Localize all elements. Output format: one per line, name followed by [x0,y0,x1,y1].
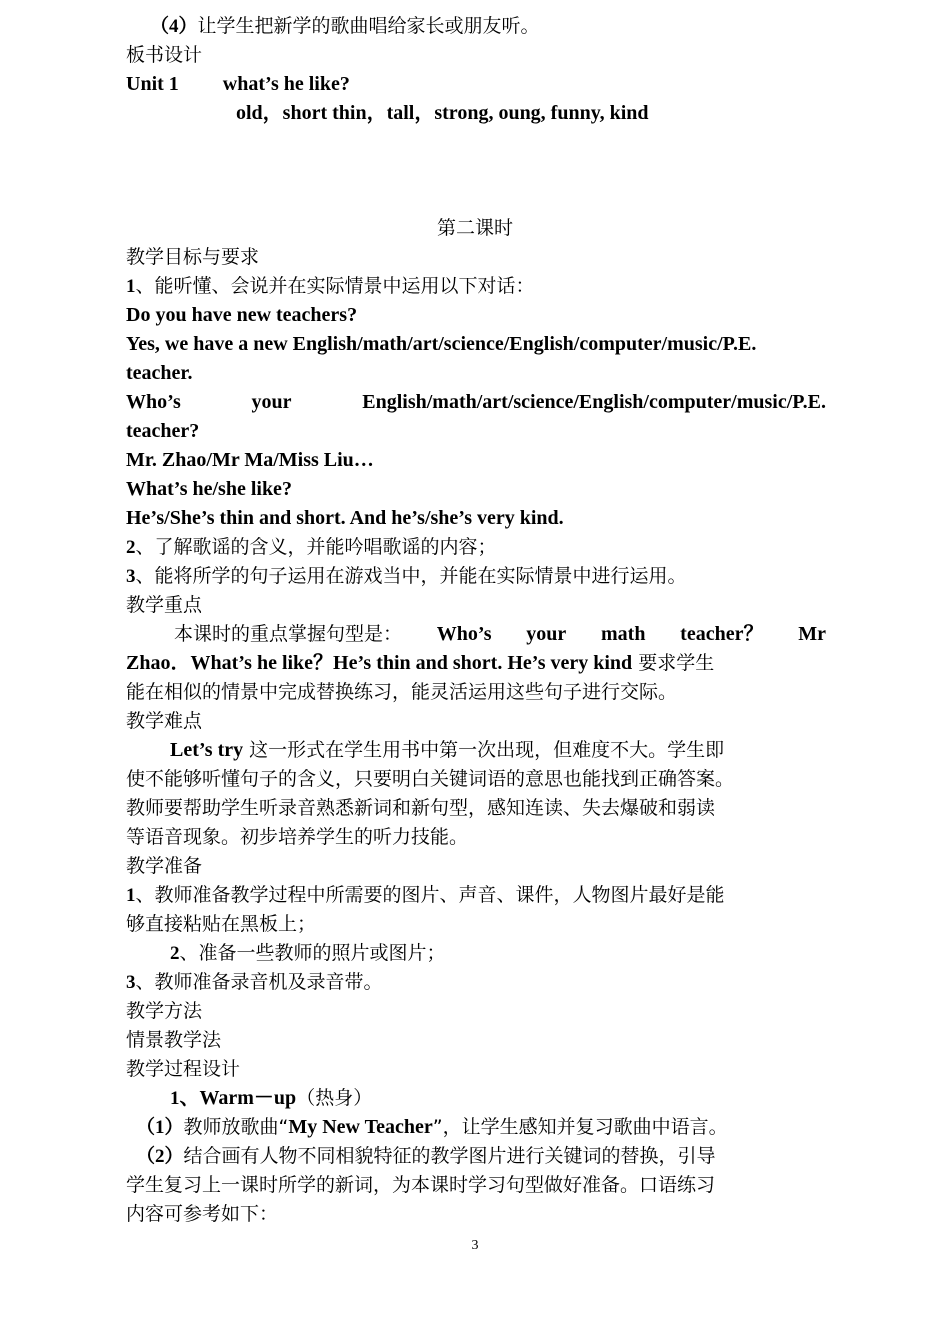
item-4 [150,12,540,41]
key-line-1-word: math [601,623,646,645]
dialogue-line-3-word: English/math/art/science/English/computer/music/P.E. [362,391,826,413]
key-line-1-word: teacher？ [680,623,764,645]
key-line-1-word: Who’s [436,623,492,645]
prep-2-num: 2 [170,943,180,964]
preparation-heading: 教学准备 [126,855,203,877]
prep-3-text: 、教师准备录音机及录音带。 [135,971,383,993]
prep-1-num: 1 [126,885,136,906]
item-1-song-title: My New Teacher [288,1116,433,1138]
item-4-text: 让学生把新学的歌曲唱给家长或朋友听。 [197,15,540,37]
dialogue-line-4: Mr. Zhao/Mr Ma/Miss Liu… [126,449,374,471]
item-2-text: 结合画有人物不同相貌特征的教学图片进行关键词的替换，引导 [183,1145,716,1167]
step-1-text: （热身） [296,1087,373,1109]
step-1 [170,1084,372,1113]
dialogue-line-1: Do you have new teachers? [126,304,358,326]
dialogue-line-2b: teacher. [126,362,193,384]
step-1-item-2b: 学生复习上一课时所学的新词，为本课时学习句型做好准备。口语练习 [126,1174,716,1196]
key-paragraph-line-2 [126,649,714,678]
item-1-text: ”，让学生感知并复习歌曲中语言。 [432,1116,728,1138]
goal-3-num: 3 [126,566,136,587]
dialogue-line-3 [126,388,826,417]
key-line-1-word: your [526,623,567,645]
item-4-num: （4） [150,16,198,37]
difficulty-line-3: 教师要帮助学生听录音熟悉新词和新句型，感知连读、失去爆破和弱读 [126,797,716,819]
goal-1 [126,272,535,301]
goals-heading: 教学目标与要求 [126,246,260,268]
lesson-title: 第二课时 [436,217,513,239]
process-heading: 教学过程设计 [126,1058,241,1080]
step-1-item-2 [136,1142,716,1171]
key-paragraph-line-3: 能在相似的情景中完成替换练习，能灵活运用这些句子进行交际。 [126,681,678,703]
prep-1-text: 、教师准备教学过程中所需要的图片、声音、课件，人物图片最好是能 [135,884,725,906]
difficulty-line-1-text: 这一形式在学生用书中第一次出现，但难度不大。学生即 [243,739,725,761]
dialogue-line-2: Yes, we have a new English/math/art/science/English/computer/music/P.E. [126,333,757,355]
item-1-num: （1） [136,1117,184,1138]
prep-3 [126,968,383,997]
dialogue-line-3-word: Who’s [126,391,181,413]
goal-2 [126,533,497,562]
dialogue-line-3-word: your [251,391,292,413]
goal-2-num: 2 [126,537,136,558]
goal-2-text: 、了解歌谣的含义，并能吟唱歌谣的内容； [135,536,497,558]
goal-3 [126,562,687,591]
difficulty-line-1-english: Let’s try [170,739,244,761]
key-heading: 教学重点 [126,594,203,616]
item-1-text: 教师放歌曲“ [183,1116,289,1138]
difficulty-line-4: 等语音现象。初步培养学生的听力技能。 [126,826,469,848]
dialogue-line-6: He’s/She’s thin and short. And he’s/she’s very kind. [126,507,564,529]
step-1-item-2c: 内容可参考如下： [126,1203,279,1225]
difficulty-line-1 [170,736,724,765]
dialogue-line-5: What’s he/she like? [126,478,292,500]
step-1-num: 1 [170,1088,180,1109]
prep-2-text: 、准备一些教师的照片或图片； [179,942,446,964]
step-1-english: 、Warm－up [179,1087,297,1109]
prep-3-num: 3 [126,972,136,993]
unit-title: what’s he like? [222,73,350,95]
goal-1-num: 1 [126,276,136,297]
goal-1-text: 、能听懂、会说并在实际情景中运用以下对话： [135,275,535,297]
step-1-item-1 [136,1113,728,1142]
board-heading: 板书设计 [126,44,203,66]
key-paragraph-line-1 [126,620,826,649]
key-line-2-text: 要求学生 [632,652,715,674]
unit-line [126,70,350,99]
board-words: old，short thin，tall，strong, oung, funny, kind [236,102,649,124]
prep-1b: 够直接粘贴在黑板上； [126,913,317,935]
unit-label: Unit 1 [126,73,179,95]
method-heading: 教学方法 [126,1000,203,1022]
key-line-1-text: 本课时的重点掌握句型是： [174,623,403,645]
goal-3-text: 、能将所学的句子运用在游戏当中，并能在实际情景中进行运用。 [135,565,687,587]
prep-2 [170,939,446,968]
prep-1 [126,881,725,910]
key-line-1-word: Mr [798,623,826,645]
dialogue-line-3b: teacher? [126,420,200,442]
item-2-num: （2） [136,1146,184,1167]
method-text: 情景教学法 [126,1029,222,1051]
key-line-2-english: Zhao．What’s he like？He’s thin and short. He’s very kind [126,652,633,674]
difficulty-line-2: 使不能够听懂句子的含义，只要明白关键词语的意思也能找到正确答案。 [126,768,735,790]
difficulty-heading: 教学难点 [126,710,203,732]
page-number: 3 [471,1238,479,1253]
